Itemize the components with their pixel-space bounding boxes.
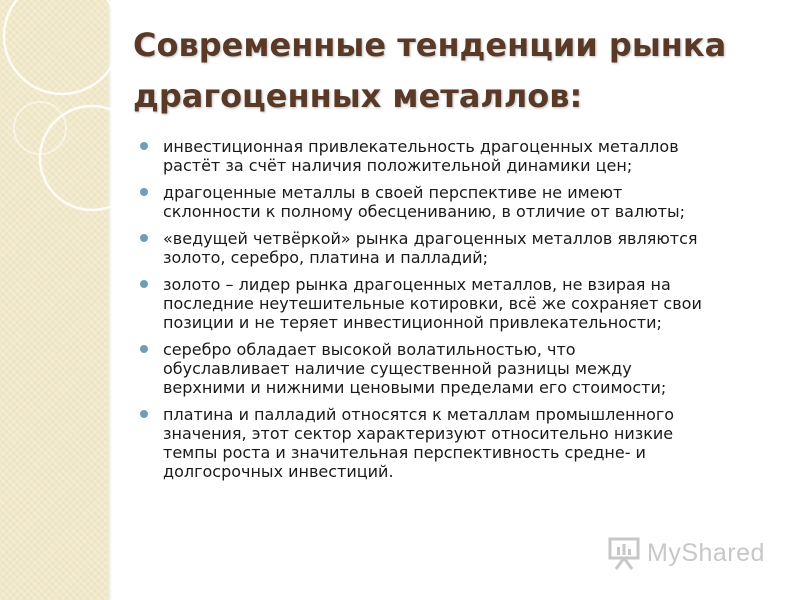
bullet-text-line: позиции и не теряет инвестиционной привлекательности; xyxy=(163,313,662,332)
slide-title xyxy=(133,20,783,122)
bullet-dot-icon xyxy=(140,410,148,418)
bullet-item xyxy=(138,137,778,175)
bullet-text-line: «ведущей четвёркой» рынка драгоценных металлов являются xyxy=(163,229,698,248)
bullet-text-line: серебро обладает высокой волатильностью, что xyxy=(163,340,576,359)
bullet-item xyxy=(138,340,778,397)
bullet-text-line: золото – лидер рынка драгоценных металлов, не взирая на xyxy=(163,275,671,294)
bullet-text-line: инвестиционная привлекательность драгоценных металлов xyxy=(163,137,679,156)
bullet-text-line: золото, серебро, платина и палладий; xyxy=(163,248,489,267)
bullet-text-line: платина и палладий относятся к металлам промышленного xyxy=(163,405,675,424)
bullet-text-line: последние неутешительные котировки, всё же сохраняет свои xyxy=(163,294,702,313)
bullet-dot-icon xyxy=(140,142,148,150)
bullet-item xyxy=(138,275,778,332)
bullet-text-line: верхними и нижними ценовыми пределами его стоимости; xyxy=(163,378,667,397)
bullet-dot-icon xyxy=(140,345,148,353)
bullet-text-line: драгоценные металлы в своей перспективе не имеют xyxy=(163,183,623,202)
bullet-dot-icon xyxy=(140,188,148,196)
bullet-text-line: темпы роста и значительная перспективность средне- и xyxy=(163,443,646,462)
bullet-text-line: значения, этот сектор характеризуют относительно низкие xyxy=(163,424,674,443)
bullet-item xyxy=(138,405,778,481)
bullet-text-line: склонности к полному обесцениванию, в отличие от валюты; xyxy=(163,202,686,221)
bullet-item xyxy=(138,229,778,267)
bullet-dot-icon xyxy=(140,280,148,288)
bullet-dot-icon xyxy=(140,234,148,242)
bullet-text-line: обуславливает наличие существенной разницы между xyxy=(163,359,632,378)
slide-title-line-1: Современные тенденции рынка xyxy=(133,26,727,64)
watermark-text: MyShared xyxy=(647,538,765,567)
slide-title-line-2: драгоценных металлов: xyxy=(133,77,583,115)
bullet-text-line: растёт за счёт наличия положительной динамики цен; xyxy=(163,156,633,175)
presentation-board-icon xyxy=(607,535,641,571)
bullet-item xyxy=(138,183,778,221)
watermark xyxy=(607,533,765,573)
bullet-text-line: долгосрочных инвестиций. xyxy=(163,462,394,481)
bullet-list xyxy=(138,137,778,489)
